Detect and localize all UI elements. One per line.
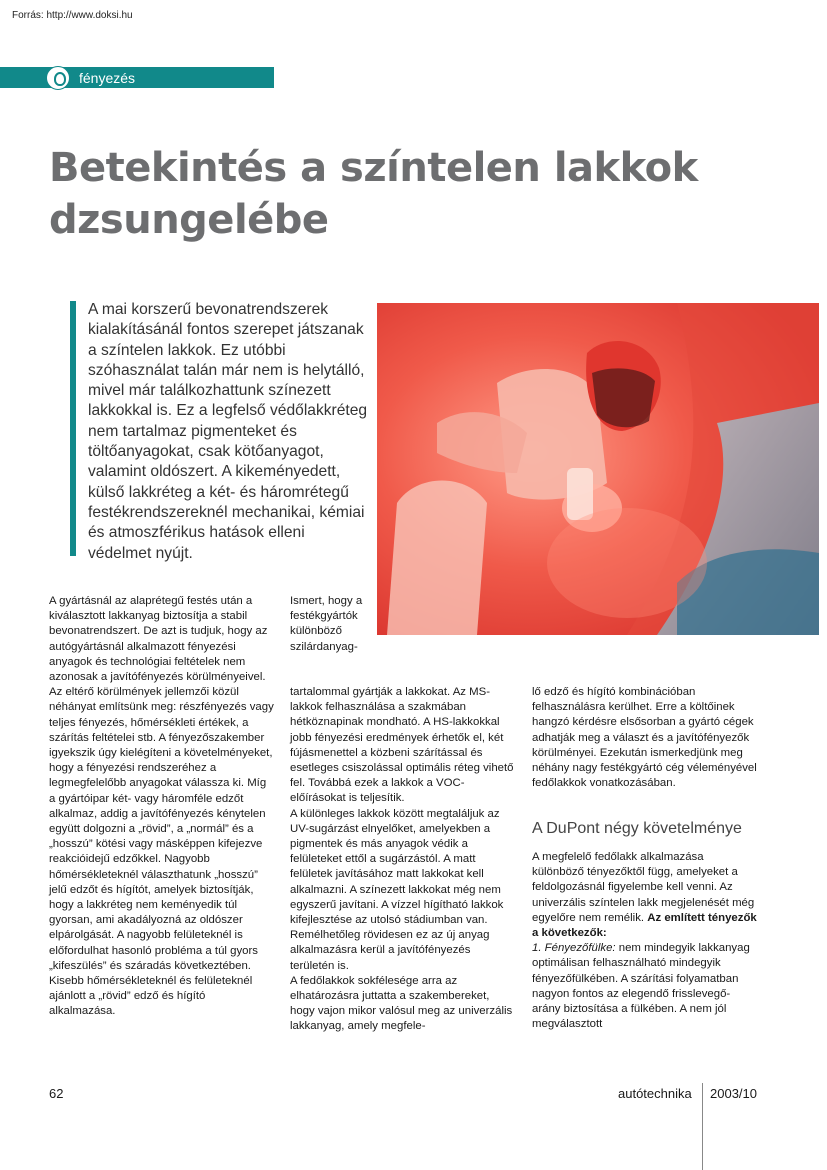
body-column-2-top: Ismert, hogy a festékgyártók különböző szilárdanyag- — [290, 595, 363, 653]
source-note: Forrás: http://www.doksi.hu — [12, 10, 133, 21]
lead-paragraph: A mai korszerű bevonatrendszerek kialakításánál fontos szerepet játszanak a színtelen lakkok. Ez utóbbi szóhasználat talán már nem is helytálló, mivel már találkozhattunk színezett lakkokkal is. Ez a legfelső védőlakkréteg nem tartalmaz pigmenteket és töltőanyagokat, csak kötőanyagot, valamint oldószert. A kikeményedett, külső lakkréteg a két- és háromrétegű festékrendszereknél mechanikai, kémiai és atmoszférikus hatások elleni védelmet nyújt. — [88, 301, 368, 562]
body-column-1: A gyártásnál az alaprétegű festés után a kiválasztott lakkanyag biztosítja a stabil bevonatrendszert. De azt is tudjuk, hogy az autógyártásnál alkalmazott fényezési anyagok és technológiai feltételek nem azonosak a javítófényezés körülményeivel. Az eltérő körülmények jellemzői közül néhányat említsünk meg: részfényezés vagy teljes fényezés, hőmérsékleti értékek, a szárítás feltételei stb. A fényezőszakember igyekszik úgy kielégíteni a követelményeket, hogy a fényezési rendszeréhez a legmegfelelőbb anyagokat válassza ki. Míg a gyártóipar két- vagy háromféle edzőt alkalmaz, addig a javítófényezés kénytelen együtt dolgozni a „rövid”, a „normál” és a „hosszú” kötési vagy másképpen kifejezve reakcióidejű edzőkkel. Nagyobb hőmérsékleteknél választhatunk „hosszú” jelű edzőt és hígítót, amelyek biztosítják, hogy a lakkréteg nem keményedik túl gyorsan, ami akadályozná az oldószer elpárolgását. A nagyobb felületeknél is előfordulhat hasonló probléma a túl gyors „kifeszülés” és száradás következtében. Kisebb hőmérsékleteknél és felületeknél ajánlott a „rövid” edző és hígító alkalmazása. — [49, 595, 274, 1018]
section-logo-icon — [46, 66, 70, 90]
list-item-label: 1. Fényezőfülke: — [532, 942, 616, 955]
body-paragraph: A fedőlakkok sokfélesége arra az elhatározásra juttatta a szakembereket, hogy vajon mikor valósul meg az univerzális lakkanyag, amely megfele- — [290, 974, 513, 1033]
page-number: 62 — [49, 1086, 64, 1101]
spray-painter-photo — [377, 303, 819, 635]
list-item-text: nem mindegyik lakkanyag optimálisan felhasználható mindegyik fényezőfülkében. A szárítási folyamatban nagyon fontos az elegendő frisslevegő-arány biztosítása a fülkében. A nem jól megválasztott — [532, 942, 750, 1031]
body-paragraph — [532, 850, 758, 941]
body-column-3 — [532, 850, 758, 1032]
section-bar — [0, 67, 274, 88]
footer-divider — [702, 1083, 703, 1170]
subheading: A DuPont négy követelménye — [532, 820, 742, 837]
section-label: fényezés — [79, 70, 136, 86]
body-text: A megfelelő fedőlakk alkalmazása különböző tényezőktől függ, amelyeket a feldolgozásnál figyelembe kell venni. Az univerzális színtelen lakk megjelenését még egyelőre nem remélik. — [532, 851, 755, 924]
body-column-3-top: lő edző és hígító kombinációban felhasználásra kerülhet. Erre a költőinek hangzó kérdésre elsősorban a gyártó cégek adhatják meg a választ és a javítófényezők körülményei. Ezekután ismerkedjünk meg néhány nagy festékgyártó cég véleményével fedőlakkok vonatkozásában. — [532, 686, 757, 790]
body-paragraph: A különleges lakkok között megtaláljuk az UV-sugárzást elnyelőket, amelyekben a pigmentek és más anyagok védik a felületeket ettől a sugárzástól. A matt felületek javításához matt lakkokat kell alkalmazni. A színezett lakkokat még nem egyszerű javítani. A vízzel hígítható lakkok kifejlesztése az utolsó stádiumban van. Remélhetőleg rövidesen ez az új anyag alkalmazásra kerül a javítófényezés területén is. — [290, 807, 504, 972]
article-title: Betekintés a színtelen lakkok dzsungelébe — [49, 145, 698, 243]
lead-rule — [70, 301, 76, 556]
issue-number: 2003/10 — [710, 1086, 757, 1101]
body-paragraph — [532, 941, 758, 1032]
body-column-2 — [290, 685, 516, 1035]
body-paragraph: tartalommal gyártják a lakkokat. Az MS-lakkok felhasználása a szakmában hétköznapinak mondható. A HS-lakkokkal jobb fényezési eredmények érhetők el, két fújásmenettel a közbeni szárítással és esetleges csiszolással optimális réteg vihető fel. Továbbá ezek a lakkok a VOC-előírásokat is teljesítik. — [290, 686, 514, 805]
body-bold-text: Az említett tényezők a következők: — [532, 911, 757, 940]
magazine-name: autótechnika — [618, 1086, 692, 1101]
